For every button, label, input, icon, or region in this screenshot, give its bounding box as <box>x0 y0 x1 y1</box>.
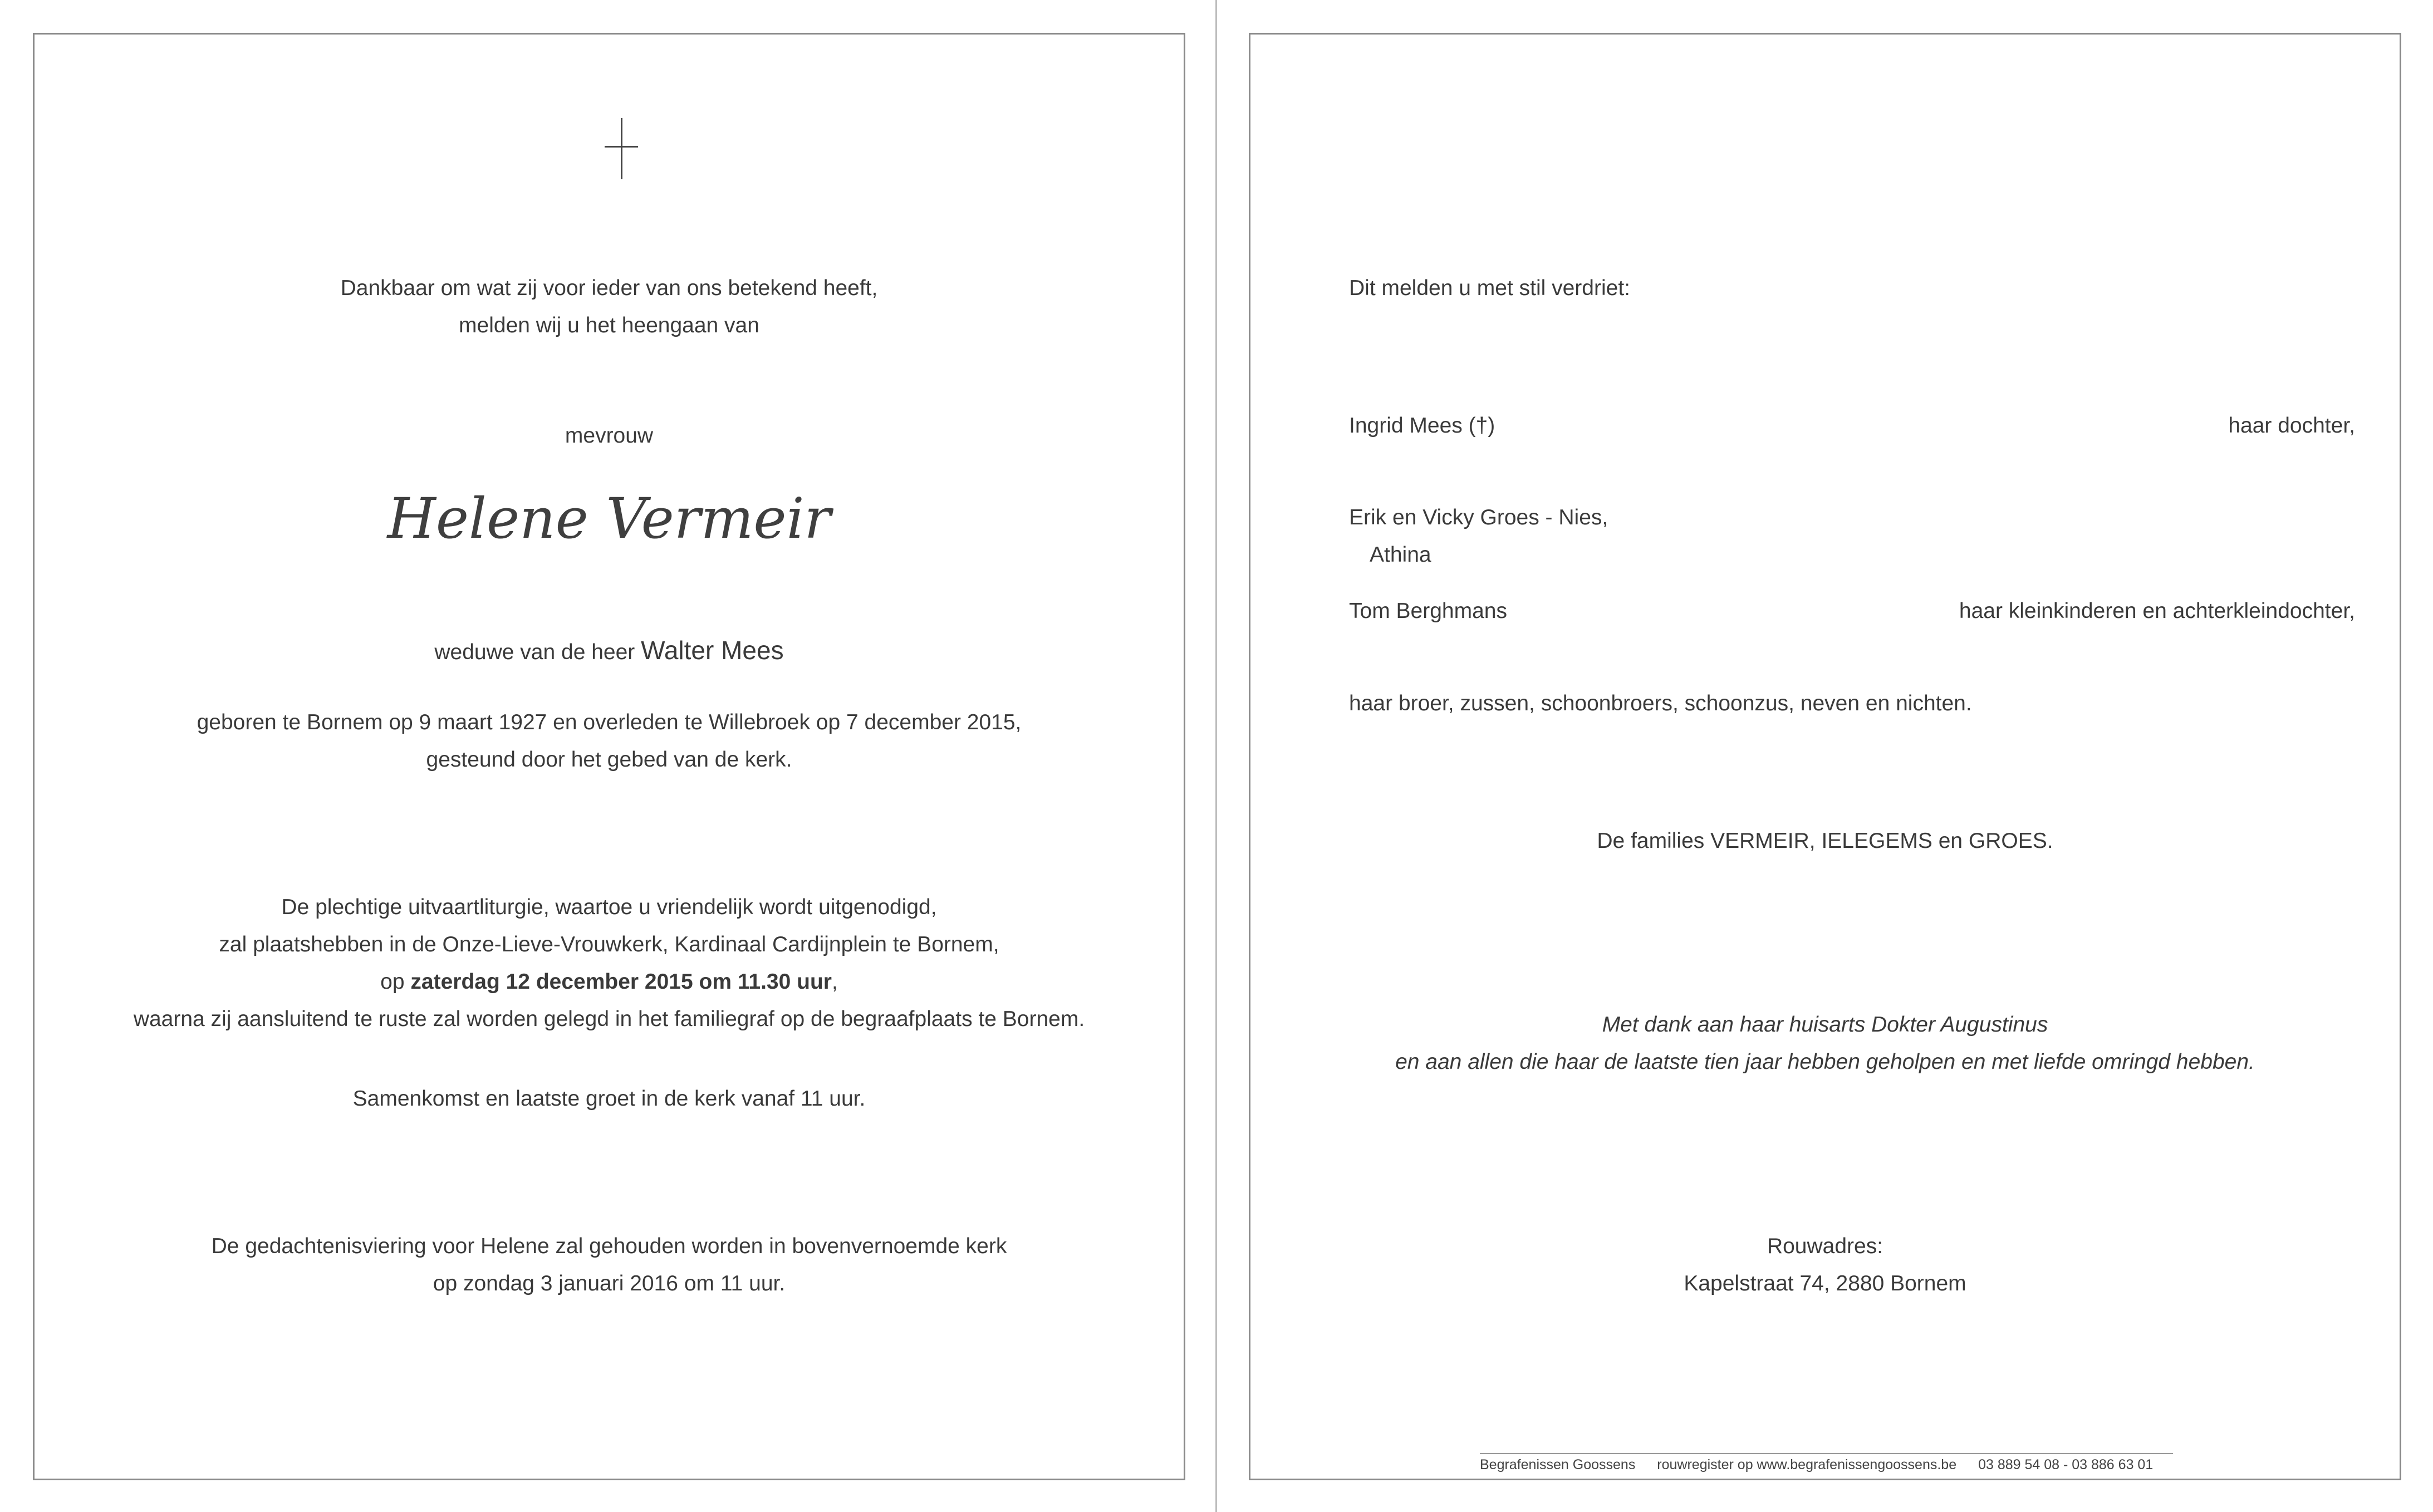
cross-icon <box>605 118 638 179</box>
funeral-line-4: waarna zij aansluitend te ruste zal worden gelegd in het familiegraf op de begraafplaats te Bornem. <box>133 1007 1085 1031</box>
footer-phones: 03 889 54 08 - 03 886 63 01 <box>1978 1457 2154 1472</box>
widow-prefix: weduwe van de heer <box>434 640 635 664</box>
funeral-line-3 <box>35 963 1184 1000</box>
intro-line-1: Dankbaar om wat zij voor ieder van ons betekend heeft, <box>340 276 878 300</box>
family-siblings: haar broer, zussen, schoonbroers, schoonzus, neven en nichten. <box>1349 691 1972 715</box>
thanks-line-1: Met dank aan haar huisarts Dokter Augustinus <box>1602 1013 2048 1037</box>
footer-divider <box>1480 1453 2173 1454</box>
funeral-date-suffix: , <box>831 970 838 994</box>
left-page <box>33 33 1185 1480</box>
widow-line <box>35 632 1184 671</box>
family-athina: Athina <box>1370 543 1431 567</box>
funeral-date-prefix: op <box>380 970 405 994</box>
page-divider <box>1215 0 1217 1512</box>
footer-register: rouwregister op www.begrafenissengoossens.be <box>1657 1457 1957 1472</box>
gathering-line: Samenkomst en laatste groet in de kerk vanaf 11 uur. <box>352 1087 866 1111</box>
family-erik: Erik en Vicky Groes - Nies, <box>1349 505 1608 529</box>
honorific: mevrouw <box>565 424 654 448</box>
memorial-line-2: op zondag 3 januari 2016 om 11 uur. <box>433 1272 786 1295</box>
widow-name: Walter Mees <box>641 636 784 665</box>
family-ingrid-role: haar dochter, <box>2228 414 2355 438</box>
funeral-date: zaterdag 12 december 2015 om 11.30 uur <box>410 970 832 994</box>
funeral-line-1: De plechtige uitvaartliturgie, waartoe u vriendelijk wordt uitgenodigd, <box>281 895 937 919</box>
thanks-line-2: en aan allen die haar de laatste tien jaar hebben geholpen en met liefde omringd hebben. <box>1395 1050 2255 1074</box>
birth-line-1: geboren te Bornem op 9 maart 1927 en overleden te Willebroek op 7 december 2015, <box>197 710 1022 734</box>
footer-company: Begrafenissen Goossens <box>1480 1457 1636 1472</box>
family-tom: Tom Berghmans <box>1349 599 1507 623</box>
funeral-line-2: zal plaatshebben in de Onze-Lieve-Vrouwkerk, Kardinaal Cardijnplein te Bornem, <box>219 932 999 956</box>
right-page <box>1249 33 2401 1480</box>
intro-line-2: melden wij u het heengaan van <box>459 313 759 337</box>
deceased-name: Helene Vermeir <box>387 486 831 551</box>
memorial-line-1: De gedachtenisviering voor Helene zal gehouden worden in bovenvernoemde kerk <box>211 1234 1007 1258</box>
address-label: Rouwadres: <box>1767 1234 1883 1258</box>
birth-line-2: gesteund door het gebed van de kerk. <box>426 748 792 772</box>
announcement-intro: Dit melden u met stil verdriet: <box>1349 276 1631 300</box>
family-ingrid: Ingrid Mees (†) <box>1349 414 1495 438</box>
address: Kapelstraat 74, 2880 Bornem <box>1684 1272 1966 1295</box>
footer <box>1480 1455 2171 1474</box>
family-grandchildren-role: haar kleinkinderen en achterkleindochter, <box>1959 599 2355 623</box>
families-line: De families VERMEIR, IELEGEMS en GROES. <box>1597 829 2053 853</box>
